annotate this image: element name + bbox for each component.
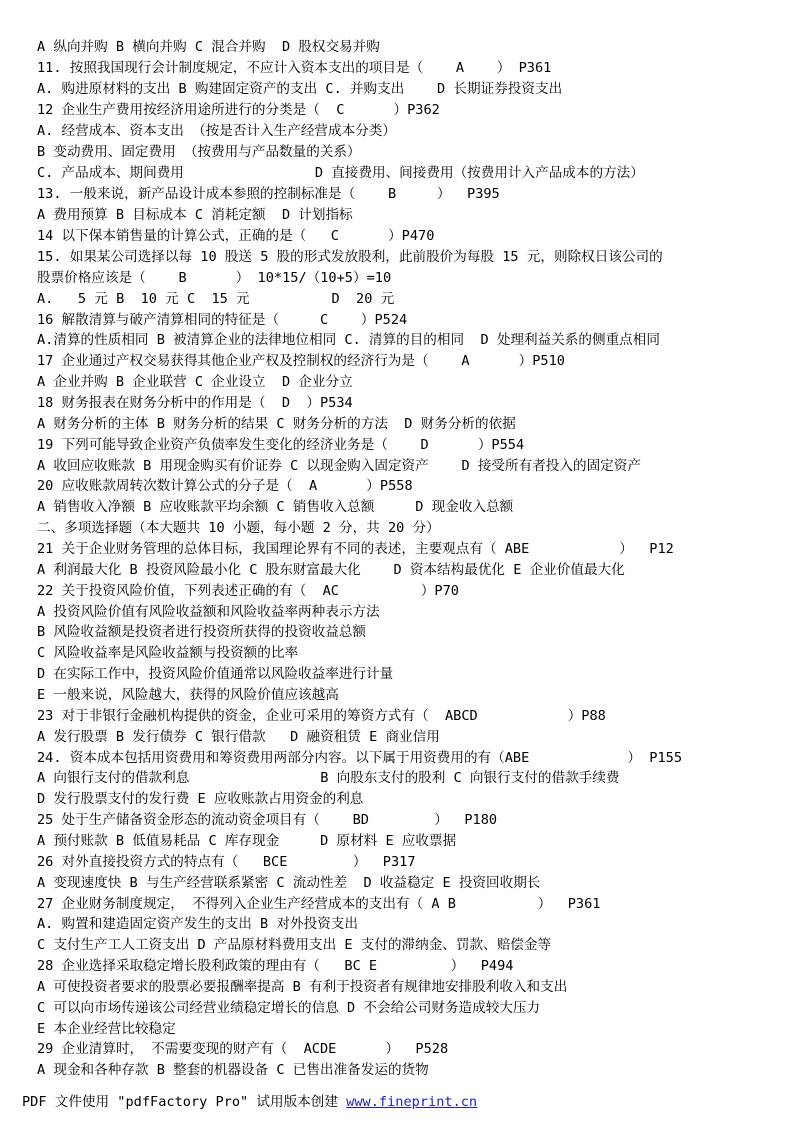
footer-link[interactable]: www.fineprint.cn	[346, 1094, 478, 1110]
question-line: 24. 资本成本包括用资费用和筹资费用两部分内容。以下属于用资费用的有（ABE ） P155	[37, 750, 683, 766]
option-line: A 发行股票 B 发行债券 C 银行借款 D 融资租赁 E 商业信用	[37, 729, 440, 745]
question-line: 28 企业选择采取稳定增长股利政策的理由有（ BC E ） P494	[37, 958, 514, 974]
question-line: 29 企业清算时， 不需要变现的财产有（ ACDE ） P528	[37, 1041, 449, 1057]
section-heading: 二、多项选择题（本大题共 10 小题，每小题 2 分，共 20 分）	[37, 520, 440, 536]
question-line: 13. 一般来说，新产品设计成本参照的控制标准是（ B ） P395	[37, 186, 500, 202]
option-line: E 一般来说，风险越大，获得的风险价值应该越高	[37, 687, 339, 703]
option-line: A. 购置和建造固定资产发生的支出 B 对外投资支出	[37, 916, 358, 932]
option-line: C. 产品成本、期间费用 D 直接费用、间接费用（按费用计入产品成本的方法）	[37, 165, 644, 181]
option-line: D 发行股票支付的发行费 E 应收账款占用资金的利息	[37, 791, 364, 807]
question-line: 19 下列可能导致企业资产负债率发生变化的经济业务是（ D ）P554	[37, 437, 525, 453]
question-line: 14 以下保本销售量的计算公式，正确的是（ C ）P470	[37, 228, 435, 244]
option-line: A 收回应收账款 B 用现金购买有价证券 C 以现金购入固定资产 D 接受所有者投入的固定资产	[37, 458, 641, 474]
question-line: 22 关于投资风险价值，下列表述正确的有（ AC ）P70	[37, 583, 459, 599]
pdf-footer	[22, 1093, 477, 1111]
option-line: A 财务分析的主体 B 财务分析的结果 C 财务分析的方法 D 财务分析的依据	[37, 416, 516, 432]
option-line: A 预付账款 B 低值易耗品 C 库存现金 D 原材料 E 应收票据	[37, 833, 457, 849]
option-line: C 可以向市场传递该公司经营业绩稳定增长的信息 D 不会给公司财务造成较大压力	[37, 1000, 541, 1016]
option-line: A 销售收入净额 B 应收账款平均余额 C 销售收入总额 D 现金收入总额	[37, 499, 514, 515]
question-line: 23 对于非银行金融机构提供的资金，企业可采用的筹资方式有（ ABCD ）P88	[37, 708, 606, 724]
option-line: A 变现速度快 B 与生产经营联系紧密 C 流动性差 D 收益稳定 E 投资回收期长	[37, 875, 541, 891]
question-line: 25 处于生产储备资金形态的流动资金项目有（ BD ） P180	[37, 812, 498, 828]
option-line: A.清算的性质相同 B 被清算企业的法律地位相同 C. 清算的目的相同 D 处理利益关系的侧重点相同	[37, 332, 660, 348]
option-line: A 现金和各种存款 B 整套的机器设备 C 已售出准备发运的货物	[37, 1062, 429, 1078]
option-line: C 支付生产工人工资支出 D 产品原材料费用支出 E 支付的滞纳金、罚款、赔偿金等	[37, 937, 552, 953]
question-line: 16 解散清算与破产清算相同的特征是（ C ）P524	[37, 312, 408, 328]
option-line: A. 购进原材料的支出 B 购建固定资产的支出 C. 并购支出 D 长期证券投资支出	[37, 81, 563, 97]
text-line: A 纵向并购 B 横向并购 C 混合并购 D 股权交易并购	[37, 39, 380, 55]
option-line: B 变动费用、固定费用 （按费用与产品数量的关系）	[37, 144, 361, 160]
footer-text: PDF 文件使用 "pdfFactory Pro" 试用版本创建	[22, 1094, 347, 1110]
option-line: A 费用预算 B 目标成本 C 消耗定额 D 计划指标	[37, 207, 353, 223]
question-line: 股票价格应该是（ B ） 10*15/（10+5）=10	[37, 270, 392, 286]
option-line: C 风险收益率是风险收益额与投资额的比率	[37, 645, 299, 661]
question-line: 12 企业生产费用按经济用途所进行的分类是（ C ）P362	[37, 102, 440, 118]
option-line: A. 5 元 B 10 元 C 15 元 D 20 元	[37, 291, 395, 307]
option-line: B 风险收益额是投资者进行投资所获得的投资收益总额	[37, 624, 367, 640]
option-line: A 可使投资者要求的股票必要报酬率提高 B 有利于投资者有规律地安排股利收入和支出	[37, 979, 568, 995]
option-line: A 企业并购 B 企业联营 C 企业设立 D 企业分立	[37, 374, 353, 390]
question-line: 27 企业财务制度规定， 不得列入企业生产经营成本的支出有（ A B ） P361	[37, 896, 601, 912]
question-line: 17 企业通过产权交易获得其他企业产权及控制权的经济行为是（ A ）P510	[37, 353, 565, 369]
question-line: 18 财务报表在财务分析中的作用是（ D ）P534	[37, 395, 353, 411]
option-line: E 本企业经营比较稳定	[37, 1021, 176, 1037]
option-line: D 在实际工作中，投资风险价值通常以风险收益率进行计量	[37, 666, 394, 682]
question-line: 21 关于企业财务管理的总体目标，我国理论界有不同的表述，主要观点有（ ABE ） P12	[37, 541, 674, 557]
question-line: 11. 按照我国现行会计制度规定，不应计入资本支出的项目是（ A ） P361	[37, 60, 552, 76]
question-line: 15. 如果某公司选择以每 10 股送 5 股的形式发放股利，此前股价为每股 15 元，则除权日该公司的	[37, 249, 663, 265]
option-line: A 投资风险价值有风险收益额和风险收益率两种表示方法	[37, 604, 380, 620]
question-line: 26 对外直接投资方式的特点有（ BCE ） P317	[37, 854, 416, 870]
option-line: A 向银行支付的借款利息 B 向股东支付的股利 C 向银行支付的借款手续费	[37, 770, 620, 786]
option-line: A 利润最大化 B 投资风险最小化 C 股东财富最大化 D 资本结构最优化 E 企业价值最大化	[37, 562, 625, 578]
option-line: A. 经营成本、资本支出 （按是否计入生产经营成本分类）	[37, 123, 396, 139]
question-line: 20 应收账款周转次数计算公式的分子是（ A ）P558	[37, 478, 413, 494]
